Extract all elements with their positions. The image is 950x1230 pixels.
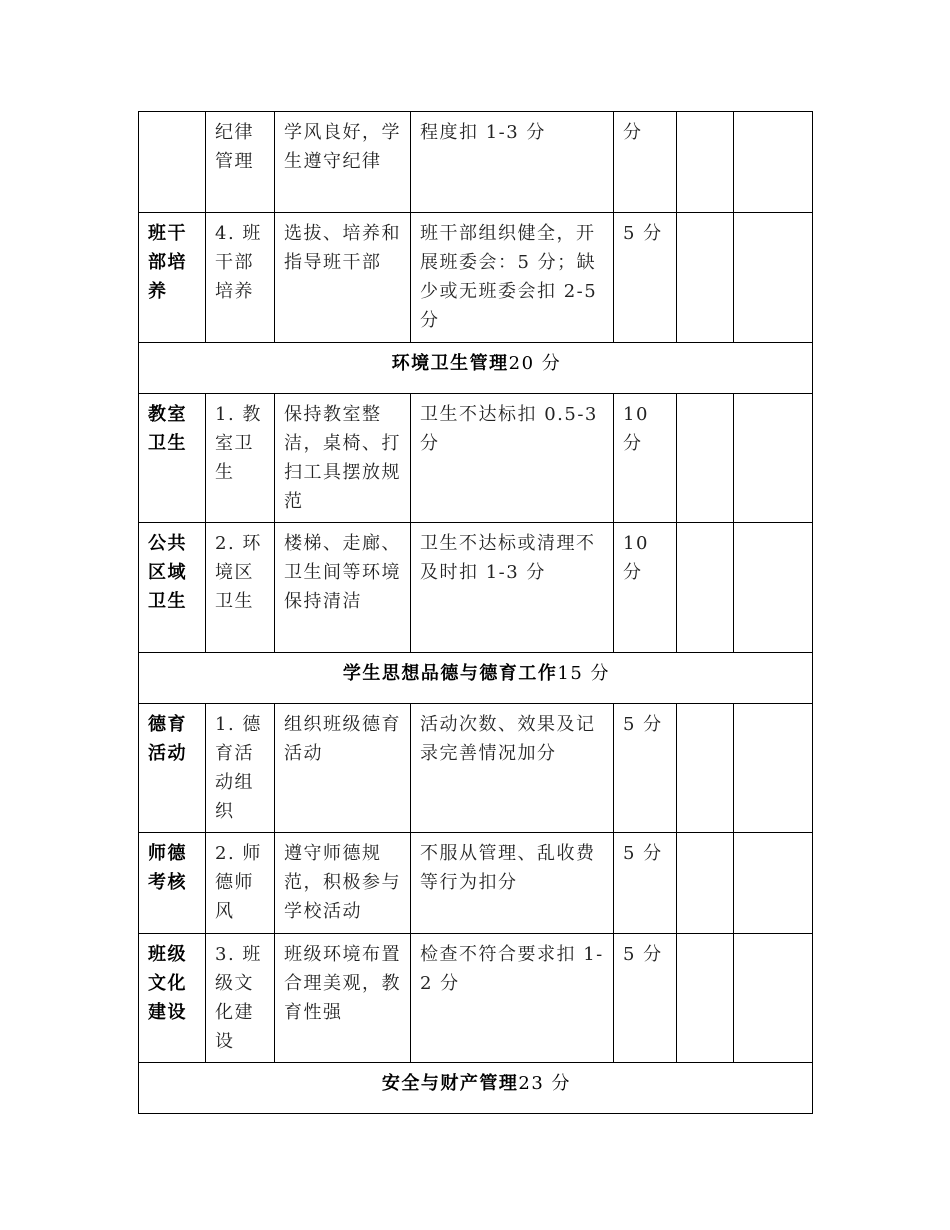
blank-cell [734,934,813,1063]
blank-cell [677,213,734,343]
blank-cell [677,934,734,1063]
category-cell: 班干部培养 [139,213,206,343]
section-row [139,343,813,394]
score-cell: 5 分 [614,934,677,1063]
blank-cell [734,704,813,833]
content-cell: 楼梯、走廊、卫生间等环境保持清洁 [275,523,411,653]
score-cell: 分 [614,112,677,213]
section-score: 23 分 [518,1073,572,1094]
section-name: 安全与财产管理 [381,1073,519,1094]
score-cell: 10 分 [614,394,677,523]
content-cell: 选拔、培养和指导班干部 [275,213,411,343]
section-row [139,1063,813,1114]
category-cell: 教室卫生 [139,394,206,523]
blank-cell [734,833,813,934]
score-cell: 5 分 [614,213,677,343]
blank-cell [677,394,734,523]
table-row [139,213,813,343]
score-cell: 5 分 [614,833,677,934]
section-heading [139,343,813,394]
criteria-cell: 检查不符合要求扣 1-2 分 [411,934,614,1063]
item-cell: 4. 班干部培养 [206,213,275,343]
section-heading [139,1063,813,1114]
score-cell: 10 分 [614,523,677,653]
blank-cell [677,523,734,653]
category-cell [139,112,206,213]
table-row [139,394,813,523]
item-cell: 2. 环境区卫生 [206,523,275,653]
section-heading [139,653,813,704]
table-row [139,523,813,653]
content-cell: 遵守师德规范，积极参与学校活动 [275,833,411,934]
content-cell: 学风良好，学生遵守纪律 [275,112,411,213]
blank-cell [734,394,813,523]
assessment-table [138,111,813,1114]
table-row [139,833,813,934]
blank-cell [677,704,734,833]
item-cell: 1. 教室卫生 [206,394,275,523]
section-row [139,653,813,704]
item-cell: 3. 班级文化建设 [206,934,275,1063]
score-cell: 5 分 [614,704,677,833]
content-cell: 班级环境布置合理美观，教育性强 [275,934,411,1063]
blank-cell [734,523,813,653]
blank-cell [677,112,734,213]
blank-cell [734,213,813,343]
criteria-cell: 活动次数、效果及记录完善情况加分 [411,704,614,833]
section-name: 学生思想品德与德育工作 [342,663,558,684]
table-row [139,704,813,833]
section-name: 环境卫生管理 [391,353,509,374]
blank-cell [734,112,813,213]
section-score: 15 分 [557,663,611,684]
table-row [139,112,813,213]
criteria-cell: 卫生不达标扣 0.5-3 分 [411,394,614,523]
criteria-cell: 班干部组织健全，开展班委会：5 分；缺少或无班委会扣 2-5 分 [411,213,614,343]
content-cell: 组织班级德育活动 [275,704,411,833]
criteria-cell: 不服从管理、乱收费等行为扣分 [411,833,614,934]
category-cell: 师德考核 [139,833,206,934]
blank-cell [677,833,734,934]
item-cell: 1. 德育活动组织 [206,704,275,833]
table-row [139,934,813,1063]
category-cell: 班级文化建设 [139,934,206,1063]
item-cell: 纪律管理 [206,112,275,213]
criteria-cell: 卫生不达标或清理不及时扣 1-3 分 [411,523,614,653]
category-cell: 公共区域卫生 [139,523,206,653]
category-cell: 德育活动 [139,704,206,833]
item-cell: 2. 师德师风 [206,833,275,934]
content-cell: 保持教室整洁，桌椅、打扫工具摆放规范 [275,394,411,523]
criteria-cell: 程度扣 1-3 分 [411,112,614,213]
section-score: 20 分 [508,353,562,374]
